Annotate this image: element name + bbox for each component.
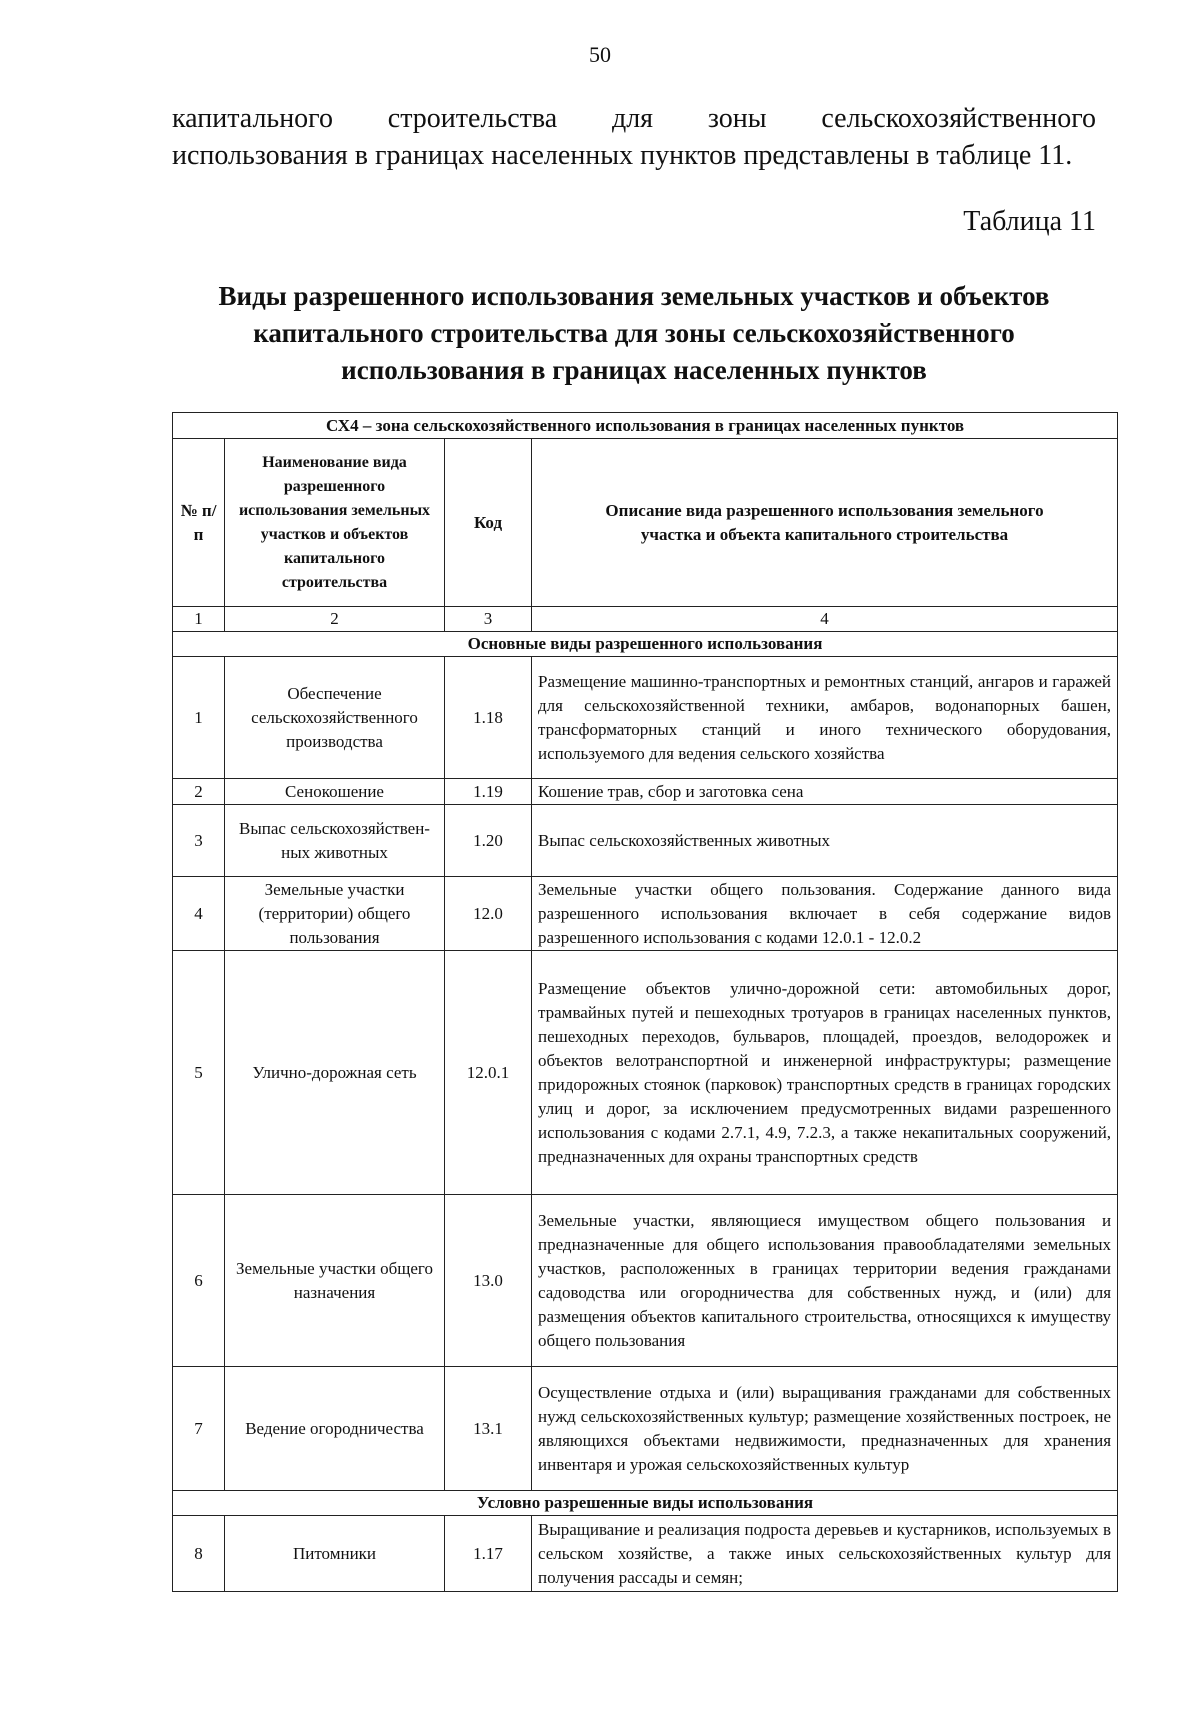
row-code: 12.0: [445, 877, 532, 951]
section-conditional: Условно разрешенные виды использования: [173, 1491, 1118, 1516]
row-code: 13.0: [445, 1195, 532, 1367]
row-name: Ведение огородничества: [225, 1367, 445, 1491]
col-number: 2: [225, 607, 445, 632]
row-desc: Кошение трав, сбор и заготовка сена: [532, 779, 1118, 805]
header-desc: Описание вида разрешенного использования земельного участка и объекта капитального строительства: [532, 439, 1118, 607]
row-desc: Выращивание и реализация подроста деревьев и кустарников, используемых в сельском хозяйстве, а также иных сельскохозяйственных культур для получения рассады и семян;: [532, 1516, 1118, 1592]
row-code: 1.20: [445, 805, 532, 877]
row-num: 5: [173, 951, 225, 1195]
table-row: [173, 1195, 1118, 1367]
row-num: 7: [173, 1367, 225, 1491]
row-desc: Выпас сельскохозяйственных животных: [532, 805, 1118, 877]
col-number: 4: [532, 607, 1118, 632]
header-num: № п/п: [173, 439, 225, 607]
table-row: [173, 877, 1118, 951]
row-num: 2: [173, 779, 225, 805]
row-num: 8: [173, 1516, 225, 1592]
row-name: Питомники: [225, 1516, 445, 1592]
row-name: Земельные участки общего назначения: [225, 1195, 445, 1367]
row-desc: Осуществление отдыха и (или) выращивания гражданами для собственных нужд сельскохозяйственных культур; размещение хозяйственных построек, не являющихся объектами недвижимости, предназначенных для хранения инвентаря и урожая сельскохозяйственных культур: [532, 1367, 1118, 1491]
table-caption: Таблица 11: [963, 206, 1096, 237]
row-name: Выпас сельскохозяйствен-ных животных: [225, 805, 445, 877]
land-use-table: [172, 412, 1118, 1592]
col-number: 1: [173, 607, 225, 632]
row-num: 4: [173, 877, 225, 951]
row-num: 3: [173, 805, 225, 877]
row-code: 13.1: [445, 1367, 532, 1491]
header-name: Наименование вида разрешенного использования земельных участков и объектов капитального строительства: [225, 439, 445, 607]
row-name: Улично-дорожная сеть: [225, 951, 445, 1195]
col-number: 3: [445, 607, 532, 632]
intro-line-2: использования в границах населенных пунктов представлены в таблице 11.: [172, 140, 1073, 171]
table-row: [173, 1367, 1118, 1491]
row-desc: Размещение машинно-транспортных и ремонтных станций, ангаров и гаражей для сельскохозяйственной техники, амбаров, водонапорных башен, трансформаторных станций и иного технического оборудования, используемого для ведения сельского хозяйства: [532, 657, 1118, 779]
title-line-3: использования в границах населенных пунктов: [341, 355, 927, 385]
intro-line-1: капитального строительства для зоны сельскохозяйственного: [172, 103, 1096, 134]
row-desc: Размещение объектов улично-дорожной сети: автомобильных дорог, трамвайных путей и пешеходных тротуаров в границах населенных пунктов, пешеходных переходов, бульваров, площадей, проездов, велодорожек и объектов велотранспортной и инженерной инфраструктуры; размещение придорожных стоянок (парковок) транспортных средств в границах городских улиц и дорог, за исключением предусмотренных видами разрешенного использования с кодами 2.7.1, 4.9, 7.2.3, а также некапитальных сооружений, предназначенных для охраны транспортных средств: [532, 951, 1118, 1195]
section-main: Основные виды разрешенного использования: [173, 632, 1118, 657]
row-code: 1.19: [445, 779, 532, 805]
row-desc: Земельные участки общего пользования. Содержание данного вида разрешенного использования включает в себя содержание видов разрешенного использования с кодами 12.0.1 - 12.0.2: [532, 877, 1118, 951]
table-row: [173, 1516, 1118, 1592]
row-name: Обеспечение сельскохозяйственного производства: [225, 657, 445, 779]
row-code: 1.17: [445, 1516, 532, 1592]
zone-header: СХ4 – зона сельскохозяйственного использования в границах населенных пунктов: [173, 413, 1118, 439]
row-desc: Земельные участки, являющиеся имуществом общего пользования и предназначенные для общего использования правообладателями земельных участков, расположенных в границах территории ведения гражданами садоводства или огородничества для собственных нужд, и (или) для размещения объектов капитального строительства, относящихся к имуществу общего пользования: [532, 1195, 1118, 1367]
table-row: [173, 779, 1118, 805]
document-title: [150, 278, 1118, 389]
table-row: [173, 951, 1118, 1195]
table-row: [173, 657, 1118, 779]
title-line-2: капитального строительства для зоны сельскохозяйственного: [253, 318, 1015, 348]
title-line-1: Виды разрешенного использования земельных участков и объектов: [218, 281, 1050, 311]
row-num: 1: [173, 657, 225, 779]
page-number: 50: [589, 42, 611, 67]
row-num: 6: [173, 1195, 225, 1367]
header-code: Код: [445, 439, 532, 607]
row-code: 1.18: [445, 657, 532, 779]
row-name: Сенокошение: [225, 779, 445, 805]
row-code: 12.0.1: [445, 951, 532, 1195]
intro-paragraph: [172, 100, 1096, 174]
row-name: Земельные участки (территории) общего пользования: [225, 877, 445, 951]
table-row: [173, 805, 1118, 877]
